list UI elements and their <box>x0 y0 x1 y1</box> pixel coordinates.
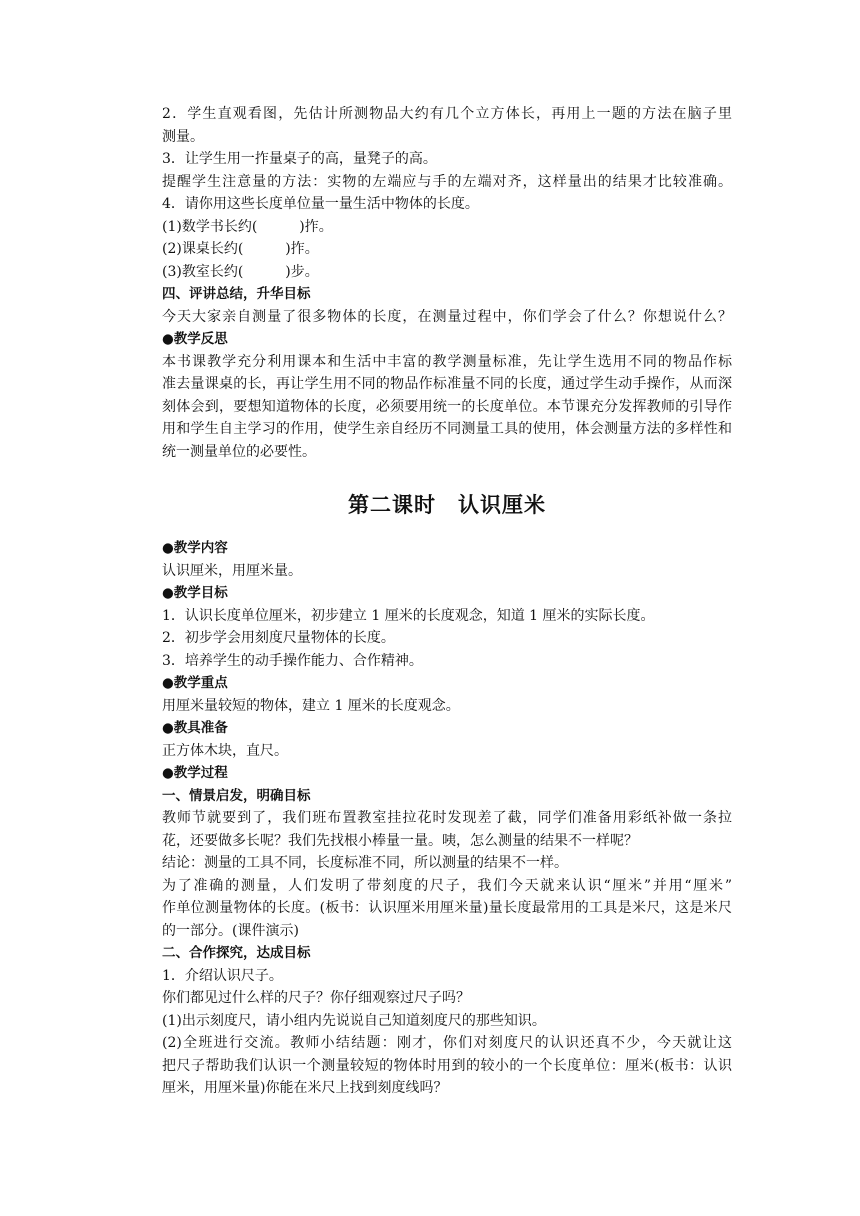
text-line: 正方体木块，直尺。 <box>162 742 288 759</box>
text-line: 你们都见过什么样的尺子？你仔细观察过尺子吗？ <box>162 990 470 1006</box>
text-line: 为了准确的测量，人们发明了带刻度的尺子，我们今天就来认识“厘米”并用“厘米” <box>162 877 732 894</box>
section-heading: ●教学过程 <box>162 765 228 781</box>
text-line: 教师节就要到了，我们班布置教室挂拉花时发现差了截，同学们准备用彩纸补做一条拉 <box>162 810 732 826</box>
section-heading: 一、情景启发，明确目标 <box>162 787 311 804</box>
text-line: 把尺子帮助我们认识一个测量较短的物体时用到的较小的一个长度单位：厘米(板书：认识 <box>162 1057 732 1074</box>
text-line: 今天大家亲自测量了很多物体的长度，在测量过程中，你们学会了什么？你想说什么？ <box>162 308 732 325</box>
section-heading: 四、评讲总结，升华目标 <box>162 286 311 302</box>
section-title: 第二课时 认识厘米 <box>348 493 546 517</box>
section-heading: ●教学重点 <box>162 675 228 691</box>
text-line: (1)出示刻度尺，请小组内先说说自己知道刻度尺的那些知识。 <box>162 1012 546 1029</box>
text-line: 本书课教学充分利用课本和生活中丰富的教学测量标准，先让学生选用不同的物品作标 <box>162 353 732 370</box>
document-content <box>162 103 732 1100</box>
text-line: 用和学生自主学习的作用，使学生亲自经历不同测量工具的使用，体会测量方法的多样性和 <box>162 421 732 437</box>
text-line: 作单位测量物体的长度。(板书：认识厘米用厘米量)量长度最常用的工具是米尺，这是米尺 <box>162 900 732 916</box>
text-line: 准去量课桌的长，再让学生用不同的物品作标准量不同的长度，通过学生动手操作，从而深 <box>162 376 732 392</box>
text-line: 1．认识长度单位厘米，初步建立 1 厘米的长度观念，知道 1 厘米的实际长度。 <box>162 607 655 624</box>
text-line: 3．让学生用一拃量桌子的高，量凳子的高。 <box>162 151 437 167</box>
text-line: 认识厘米，用厘米量。 <box>162 562 302 579</box>
text-line: 的一部分。(课件演示) <box>162 922 299 939</box>
text-line: 花，还要做多长呢？我们先找根小棒量一量。咦，怎么测量的结果不一样呢？ <box>162 832 638 849</box>
section-heading: ●教具准备 <box>162 720 228 736</box>
text-line: 刻体会到，要想知道物体的长度，必须要用统一的长度单位。本节课充分发挥教师的引导作 <box>162 398 732 415</box>
text-line: (2)全班进行交流。教师小结结题：刚才，你们对刻度尺的认识还真不少，今天就让这 <box>162 1035 732 1051</box>
text-line: 统一测量单位的必要性。 <box>162 443 316 460</box>
text-line: 1．介绍认识尺子。 <box>162 967 283 984</box>
text-line: 3．培养学生的动手操作能力、合作精神。 <box>162 652 423 669</box>
text-line: 测量。 <box>162 128 204 145</box>
section-heading: 二、合作探究，达成目标 <box>162 945 311 961</box>
text-line: 用厘米量较短的物体，建立 1 厘米的长度观念。 <box>162 697 460 714</box>
text-line: (2)课桌长约( )拃。 <box>162 241 319 257</box>
section-title-block <box>162 463 732 537</box>
part-one <box>162 103 732 463</box>
text-line: 2．学生直观看图，先估计所测物品大约有几个立方体长，再用上一题的方法在脑子里 <box>162 106 732 122</box>
text-line: 厘米，用厘米量)你能在米尺上找到刻度线吗？ <box>162 1080 448 1096</box>
text-line: (3)教室长约( )步。 <box>162 263 319 280</box>
part-two <box>162 537 732 1100</box>
section-heading: ●教学内容 <box>162 540 228 556</box>
text-line: 提醒学生注意量的方法：实物的左端应与手的左端对齐，这样量出的结果才比较准确。 <box>162 173 732 190</box>
section-heading: ●教学目标 <box>162 585 228 601</box>
text-line: 4．请你用这些长度单位量一量生活中物体的长度。 <box>162 196 479 212</box>
text-line: 结论：测量的工具不同，长度标准不同，所以测量的结果不一样。 <box>162 855 568 871</box>
text-line: (1)数学书长约( )拃。 <box>162 218 333 235</box>
section-heading: ●教学反思 <box>162 331 228 347</box>
text-line: 2．初步学会用刻度尺量物体的长度。 <box>162 630 395 646</box>
